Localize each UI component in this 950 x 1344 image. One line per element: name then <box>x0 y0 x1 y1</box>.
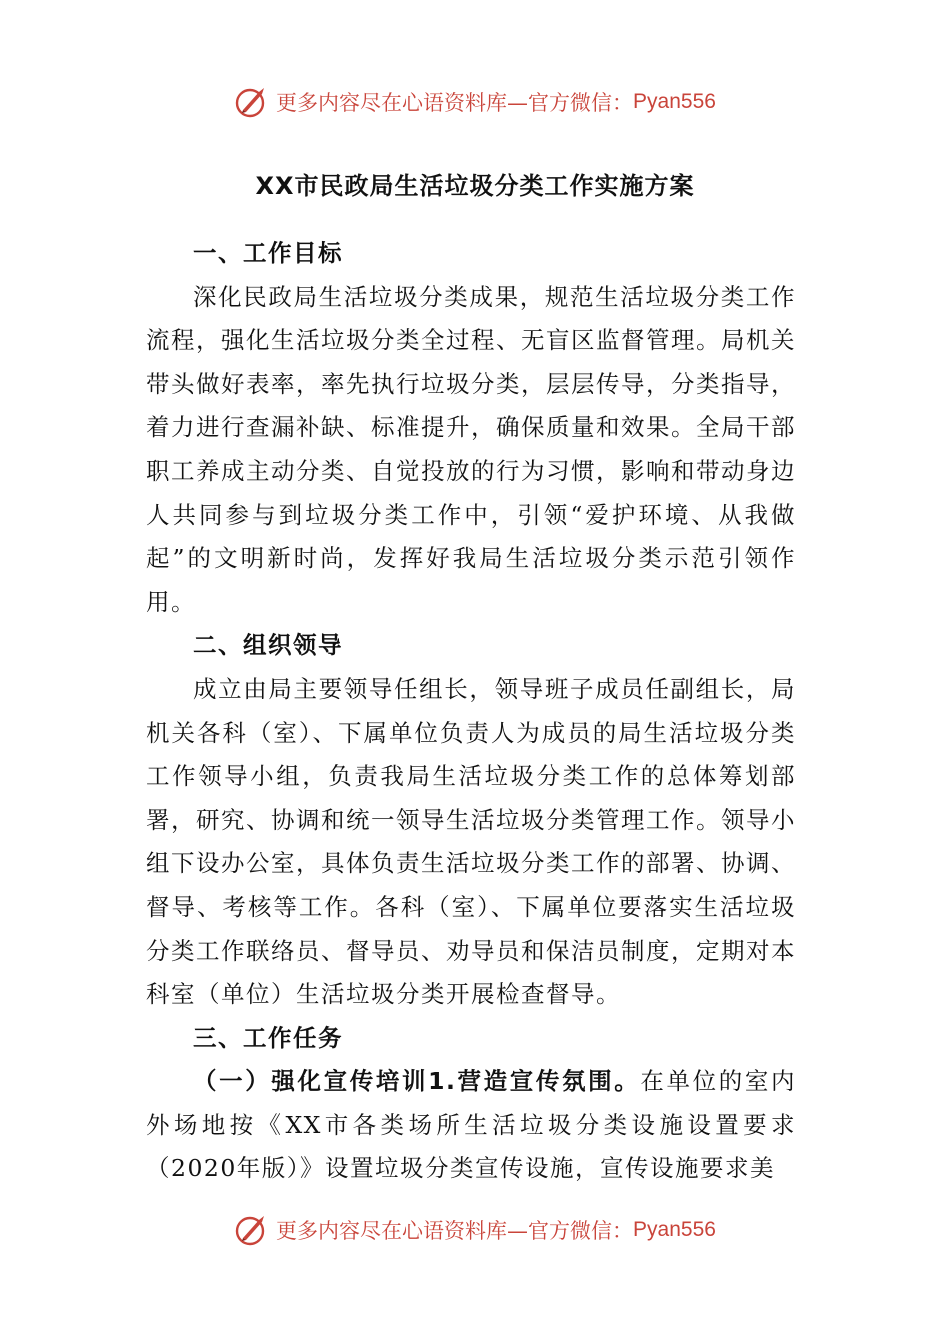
watermark-header <box>0 82 950 122</box>
section-heading-organization: 二、组织领导 <box>193 631 343 660</box>
section-body-organization: 成立由局主要领导任组长，领导班子成员任副组长，局机关各科（室）、下属单位负责人为成员的局生活垃圾分类工作领导小组，负责我局生活垃圾分类工作的总体筹划部署，研究、协调和统一领导生活垃圾分类管理工作。领导小组下设办公室，具体负责生活垃圾分类工作的部署、协调、督导、考核等工作。各科（室）、下属单位要落实生活垃圾分类工作联络员、督导员、劝导员和保洁员制度，定期对本科室（单位）生活垃圾分类开展检查督导。 <box>146 674 796 1009</box>
watermark-wechat-id: Pyan556 <box>633 90 716 113</box>
section-body-tasks <box>146 1060 796 1191</box>
pen-logo-icon <box>234 1212 270 1248</box>
sub-heading-publicity: （一）强化宣传培训 <box>193 1067 429 1096</box>
document-title: XX市民政局生活垃圾分类工作实施方案 <box>255 172 695 200</box>
watermark-footer <box>0 1210 950 1250</box>
pen-logo-icon <box>234 84 270 120</box>
item-body-atmosphere: 在单位的室内外场地按《XX市各类场所生活垃圾分类设施设置要求（2020年版）》设置垃圾分类宣传设施，宣传设施要求美 <box>146 1067 797 1183</box>
document-body <box>146 232 796 1191</box>
section-heading-goals: 一、工作目标 <box>193 239 343 267</box>
watermark-text: 更多内容尽在心语资料库—官方微信： <box>276 91 634 115</box>
section-body-goals: 深化民政局生活垃圾分类成果，规范生活垃圾分类工作流程，强化生活垃圾分类全过程、无盲区监督管理。局机关带头做好表率，率先执行垃圾分类，层层传导，分类指导，着力进行查漏补缺、标准提升，确保质量和效果。全局干部职工养成主动分类、自觉投放的行为习惯，影响和带动身边人共同参与到垃圾分类工作中，引领“爱护环境、从我做起”的文明新时尚，发挥好我局生活垃圾分类示范引领作用。 <box>146 282 796 616</box>
item-label-atmosphere: 1.营造宣传氛围。 <box>428 1067 641 1096</box>
watermark-wechat-id: Pyan556 <box>633 1218 716 1241</box>
watermark-text: 更多内容尽在心语资料库—官方微信： <box>276 1219 634 1243</box>
section-heading-tasks: 三、工作任务 <box>193 1023 343 1052</box>
